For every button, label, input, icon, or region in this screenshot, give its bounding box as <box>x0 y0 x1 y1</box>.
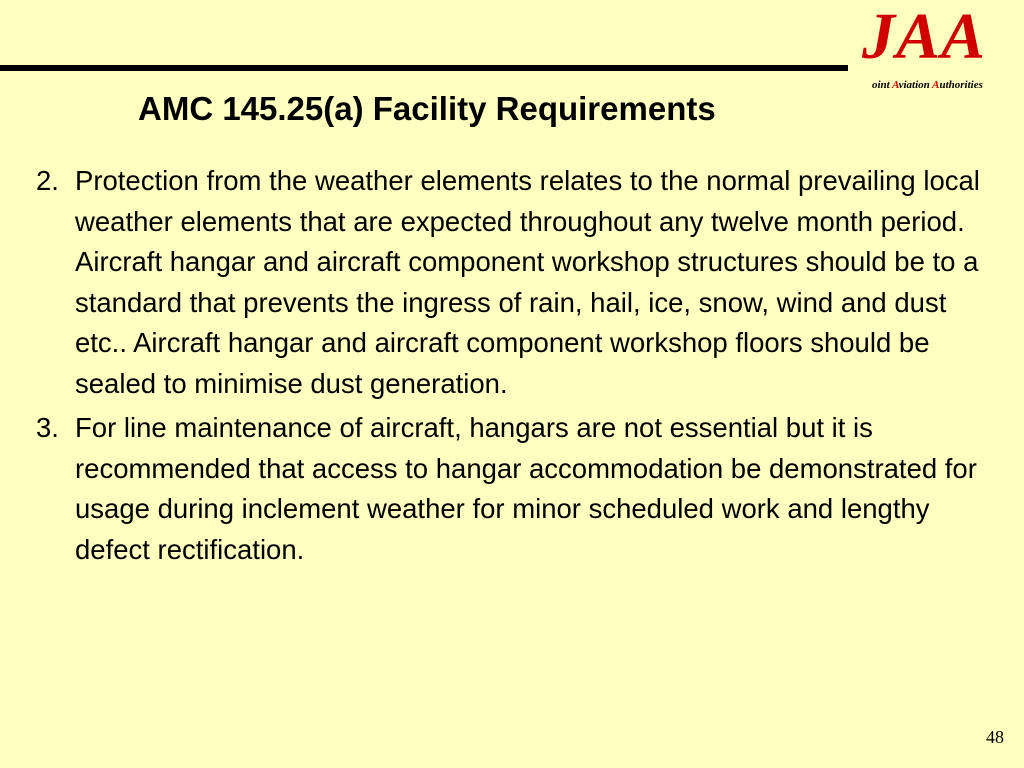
requirements-list <box>36 161 986 574</box>
logo-sub-cap: A <box>932 79 940 91</box>
item-number: 3. <box>36 412 59 443</box>
slide-title: AMC 145.25(a) Facility Requirements <box>138 90 716 127</box>
header-rule <box>0 65 848 71</box>
list-item <box>36 161 986 404</box>
logo-sub-cap: A <box>892 79 899 91</box>
jaa-logo <box>862 0 1012 94</box>
item-text: Protection from the weather elements relates to the normal prevailing local weather elements that are expected throughout any twelve month period. Aircraft hangar and aircraft component workshop structures should be to a standard that prevents the ingress of rain, hail, ice, snow, wind and dust etc.. Aircraft hangar and aircraft component workshop floors should be sealed to minimise dust generation. <box>75 165 980 399</box>
logo-sub-part: uthorities <box>939 79 983 91</box>
list-item <box>36 408 986 570</box>
page-number: 48 <box>986 727 1004 747</box>
logo-sub-part: viation <box>898 79 933 91</box>
item-text: For line maintenance of aircraft, hangars are not essential but it is recommended that access to hangar accommodation be demonstrated for usage during inclement weather for minor scheduled work and lengthy defect rectification. <box>75 412 977 565</box>
item-number: 2. <box>36 165 59 196</box>
logo-subtitle <box>872 79 983 91</box>
logo-letters: JAA <box>862 0 987 73</box>
logo-sub-part: oint <box>872 79 893 91</box>
